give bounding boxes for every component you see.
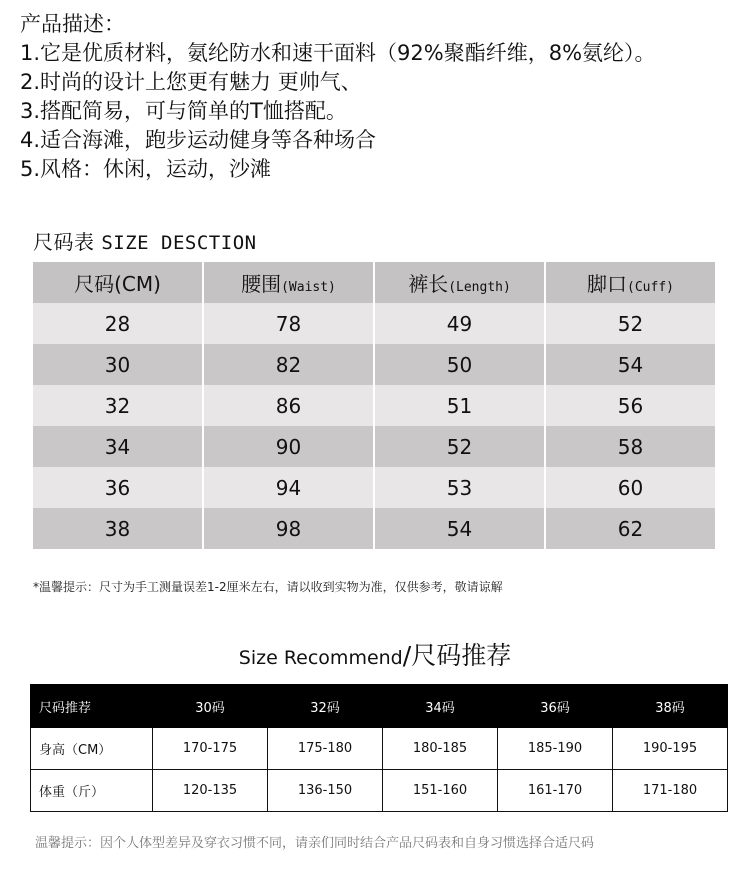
cell-size: 36 bbox=[33, 467, 202, 508]
recommend-header-size: 30码 bbox=[153, 685, 268, 728]
description-line: 1.它是优质材料，氨纶防水和速干面料（92%聚酯纤维，8%氨纶）。 bbox=[20, 41, 656, 65]
cell-height-range: 170-175 bbox=[153, 728, 268, 770]
cell-length: 54 bbox=[375, 508, 544, 549]
table-row bbox=[33, 303, 715, 344]
cell-waist: 90 bbox=[204, 426, 373, 467]
recommend-header-size: 38码 bbox=[613, 685, 728, 728]
cell-cuff: 52 bbox=[546, 303, 715, 344]
cell-height-range: 175-180 bbox=[268, 728, 383, 770]
description-line: 3.搭配简易，可与简单的T恤搭配。 bbox=[20, 99, 347, 123]
header-size: 尺码(CM) bbox=[33, 262, 202, 303]
cell-weight-range: 120-135 bbox=[153, 770, 268, 812]
cell-waist: 86 bbox=[204, 385, 373, 426]
cell-waist: 94 bbox=[204, 467, 373, 508]
cell-weight-range: 151-160 bbox=[383, 770, 498, 812]
row-label-height: 身高（CM） bbox=[31, 728, 153, 770]
table-row bbox=[33, 344, 715, 385]
cell-size: 28 bbox=[33, 303, 202, 344]
description-line: 2.时尚的设计上您更有魅力 更帅气、 bbox=[20, 70, 362, 94]
cell-waist: 82 bbox=[204, 344, 373, 385]
measurement-note: *温馨提示：尺寸为手工测量误差1-2厘米左右，请以收到实物为准，仅供参考，敬请谅解 bbox=[33, 580, 503, 594]
size-chart-title bbox=[33, 226, 257, 255]
table-row bbox=[33, 508, 715, 549]
cell-waist: 98 bbox=[204, 508, 373, 549]
table-row bbox=[33, 467, 715, 508]
cell-size: 32 bbox=[33, 385, 202, 426]
header-length: 裤长(Length) bbox=[375, 262, 544, 303]
cell-cuff: 56 bbox=[546, 385, 715, 426]
recommend-title-sep: / bbox=[402, 641, 412, 670]
cell-cuff: 58 bbox=[546, 426, 715, 467]
cell-height-range: 180-185 bbox=[383, 728, 498, 770]
table-row bbox=[31, 728, 728, 770]
description-line: 4.适合海滩，跑步运动健身等各种场合 bbox=[20, 128, 377, 152]
cell-length: 49 bbox=[375, 303, 544, 344]
cell-cuff: 60 bbox=[546, 467, 715, 508]
cell-height-range: 185-190 bbox=[498, 728, 613, 770]
cell-cuff: 62 bbox=[546, 508, 715, 549]
table-row bbox=[33, 426, 715, 467]
recommend-header-size: 32码 bbox=[268, 685, 383, 728]
description-line: 5.风格：休闲，运动，沙滩 bbox=[20, 157, 272, 181]
size-chart-title-en: SIZE DESCTION bbox=[101, 232, 257, 254]
header-cuff: 脚口(Cuff) bbox=[546, 262, 715, 303]
recommend-header-label: 尺码推荐 bbox=[31, 685, 153, 728]
recommend-title-en: Size Recommend bbox=[238, 647, 403, 669]
recommend-header-size: 34码 bbox=[383, 685, 498, 728]
cell-length: 53 bbox=[375, 467, 544, 508]
recommend-header-row bbox=[31, 685, 728, 728]
size-chart-header-row bbox=[33, 262, 715, 303]
recommend-table bbox=[30, 684, 728, 812]
description-heading: 产品描述： bbox=[20, 12, 125, 36]
cell-height-range: 190-195 bbox=[613, 728, 728, 770]
recommend-title-cn: 尺码推荐 bbox=[411, 641, 512, 670]
cell-length: 50 bbox=[375, 344, 544, 385]
table-row bbox=[33, 385, 715, 426]
product-description bbox=[20, 10, 656, 184]
cell-length: 52 bbox=[375, 426, 544, 467]
cell-waist: 78 bbox=[204, 303, 373, 344]
size-chart-title-cn: 尺码表 bbox=[33, 230, 95, 254]
cell-size: 34 bbox=[33, 426, 202, 467]
cell-weight-range: 171-180 bbox=[613, 770, 728, 812]
cell-weight-range: 161-170 bbox=[498, 770, 613, 812]
size-chart-table bbox=[31, 262, 717, 549]
cell-weight-range: 136-150 bbox=[268, 770, 383, 812]
cell-size: 38 bbox=[33, 508, 202, 549]
cell-size: 30 bbox=[33, 344, 202, 385]
recommend-title bbox=[0, 636, 750, 672]
cell-cuff: 54 bbox=[546, 344, 715, 385]
row-label-weight: 体重（斤） bbox=[31, 770, 153, 812]
recommend-header-size: 36码 bbox=[498, 685, 613, 728]
cell-length: 51 bbox=[375, 385, 544, 426]
table-row bbox=[31, 770, 728, 812]
header-waist: 腰围(Waist) bbox=[204, 262, 373, 303]
bottom-tip: 温馨提示：因个人体型差异及穿衣习惯不同，请亲们同时结合产品尺码表和自身习惯选择合适尺码 bbox=[35, 836, 595, 851]
